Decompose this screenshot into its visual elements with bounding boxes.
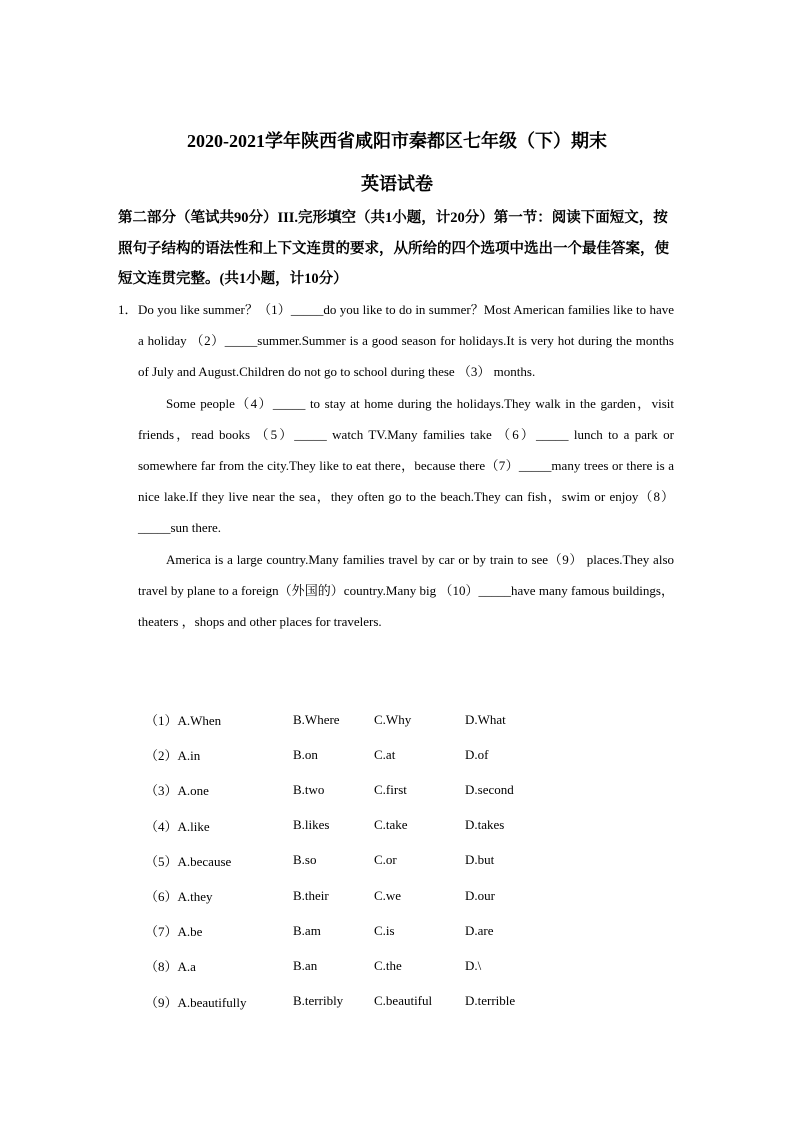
option-c: C.take [374,817,408,833]
section-instructions: 第二部分（笔试共90分）III.完形填空（共1小题，计20分）第一节：阅读下面短文，按照句子结构的语法性和上下文连贯的要求，从所给的四个选项中选出一个最佳答案，使短文连贯完整。(共1小题，计10分） [118,210,669,287]
option-row [145,808,595,843]
passage-paragraph-3: America is a large country.Many families travel by car or by train to see（9） places.They also travel by plane to a foreign（外国的）country.Many big （10）_____have many famous buildings，theaters ，shops and other places for travelers. [138,551,674,630]
option-row [145,843,595,878]
option-a: （8）A.a [145,959,196,975]
passage-paragraph-2: Some people（4）_____ to stay at home during the holidays.They walk in the garden，visit friends，read books （5）_____ watch TV.Many families take （6）_____ lunch to a park or somewhere far from the city.They like to eat there，because there（7）_____many trees or there is a nice lake.If they live near the sea，they often go to the beach.They can fish，swim or enjoy（8）_____sun there. [138,395,674,536]
option-b: B.Where [293,711,340,727]
option-a: （7）A.be [145,924,203,940]
option-a: （2）A.in [145,748,201,764]
option-row [145,948,595,983]
option-d: D.of [465,746,489,762]
option-a: （6）A.they [145,889,213,905]
option-row [145,878,595,913]
passage-paragraph-1 [118,294,674,388]
option-b: B.on [293,746,318,762]
option-d: D.but [465,852,495,868]
question-number: 1． [118,302,138,317]
option-a: （5）A.because [145,853,232,869]
option-c: C.the [374,957,402,973]
option-b: B.am [293,922,321,938]
option-c: C.beautiful [374,993,433,1009]
option-d: D.terrible [465,993,516,1009]
option-row [145,772,595,807]
option-b: B.terribly [293,993,344,1009]
option-d: D.What [465,711,506,727]
option-row [145,702,595,737]
option-row [145,737,595,772]
option-c: C.we [374,887,402,903]
option-a: （9）A.beautifully [145,994,247,1010]
option-c: C.or [374,852,397,868]
page-subtitle: 英语试卷 [361,174,433,194]
option-a: （1）A.When [145,713,222,729]
page-title: 2020-2021学年陕西省咸阳市秦都区七年级（下）期末 [187,131,607,151]
option-b: B.so [293,852,317,868]
option-d: D.\ [465,957,482,973]
option-d: D.second [465,781,514,797]
option-b: B.two [293,781,325,797]
option-c: C.at [374,746,396,762]
option-row [145,913,595,948]
option-d: D.takes [465,817,505,833]
passage [118,294,674,637]
option-c: C.is [374,922,395,938]
option-b: B.their [293,887,329,903]
option-d: D.are [465,922,494,938]
option-a: （3）A.one [145,783,209,799]
option-d: D.our [465,887,495,903]
options-list [145,702,595,1019]
paragraph-text: Do you like summer？（1）_____do you like to do in summer？Most American families like to have a holiday （2）_____summer.Summer is a good season for holidays.It is very hot during the months of July and August.Children do not go to school during these （3） months. [138,302,674,380]
option-c: C.Why [374,711,412,727]
option-b: B.an [293,957,318,973]
option-a: （4）A.like [145,818,210,834]
option-row [145,984,595,1019]
option-b: B.likes [293,817,330,833]
option-c: C.first [374,781,407,797]
